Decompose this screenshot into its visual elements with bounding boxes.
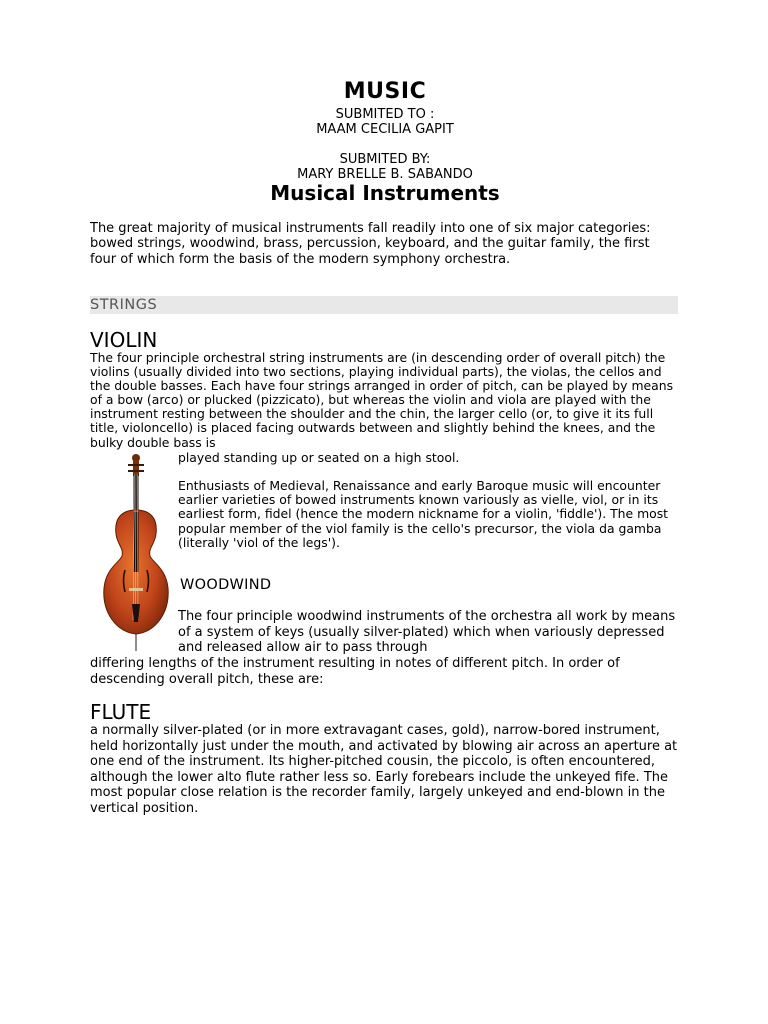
- woodwind-paragraph-end: differing lengths of the instrument resulting in notes of different pitch. In order of descending overall pitch, these are:: [90, 656, 620, 687]
- violin-paragraph-end: played standing up or seated on a high stool.: [178, 450, 460, 465]
- section-header-strings: STRINGS: [90, 296, 678, 314]
- cello-image: [98, 452, 178, 652]
- submitted-to-label: SUBMITED TO :: [335, 107, 435, 122]
- flute-heading: FLUTE: [90, 700, 152, 724]
- document-title: Musical Instruments: [270, 181, 500, 205]
- intro-paragraph: The great majority of musical instruments fall readily into one of six major categories: bowed strings, woodwind, brass, percussion, keyboard, and the guitar family, the first four of which form the basis of the modern symphony orchestra.: [90, 221, 651, 267]
- enthusiasts-paragraph: Enthusiasts of Medieval, Renaissance and early Baroque music will encounter earlier varieties of bowed instruments known variously as vielle, viol, or in its earliest form, fidel (hence the modern nickname for a violin, 'fiddle'). The most popular member of the viol family is the cello's precursor, the viola da gamba (literally 'viol of the legs').: [178, 478, 669, 550]
- woodwind-paragraph-start: The four principle woodwind instruments of the orchestra all work by means of a system of keys (usually silver-plated) which when variously depressed and released allow air to pass through: [178, 609, 676, 655]
- submitted-to-name: MAAM CECILIA GAPIT: [316, 122, 454, 137]
- violin-paragraph: The four principle orchestral string instruments are (in descending order of overall pitch) the violins (usually divided into two sections, playing individual parts), the violas, the cellos and the double basses. Each have four strings arranged in order of pitch, can be played by means of a bow (arco) or plucked (pizzicato), but whereas the violin and viola are played with the instrument resting between the shoulder and the chin, the larger cello (or, to give it its full title, violoncello) is placed facing outwards between and slightly behind the knees, and the bulky double bass is: [90, 350, 674, 450]
- flute-paragraph: a normally silver-plated (or in more extravagant cases, gold), narrow-bored instrument, held horizontally just under the mouth, and activated by blowing air across an aperture at one end of the instrument. Its higher-pitched cousin, the piccolo, is often encountered, although the lower alto flute rather less so. Early forebears include the unkeyed fife. The most popular close relation is the recorder family, largely unkeyed and end-blown in the vertical position.: [90, 723, 678, 816]
- page-title: MUSIC: [343, 79, 427, 104]
- submitted-by-label: SUBMITED BY:: [339, 152, 431, 167]
- woodwind-heading: WOODWIND: [180, 577, 272, 593]
- submitted-by-name: MARY BRELLE B. SABANDO: [297, 167, 473, 182]
- violin-heading: VIOLIN: [90, 328, 158, 352]
